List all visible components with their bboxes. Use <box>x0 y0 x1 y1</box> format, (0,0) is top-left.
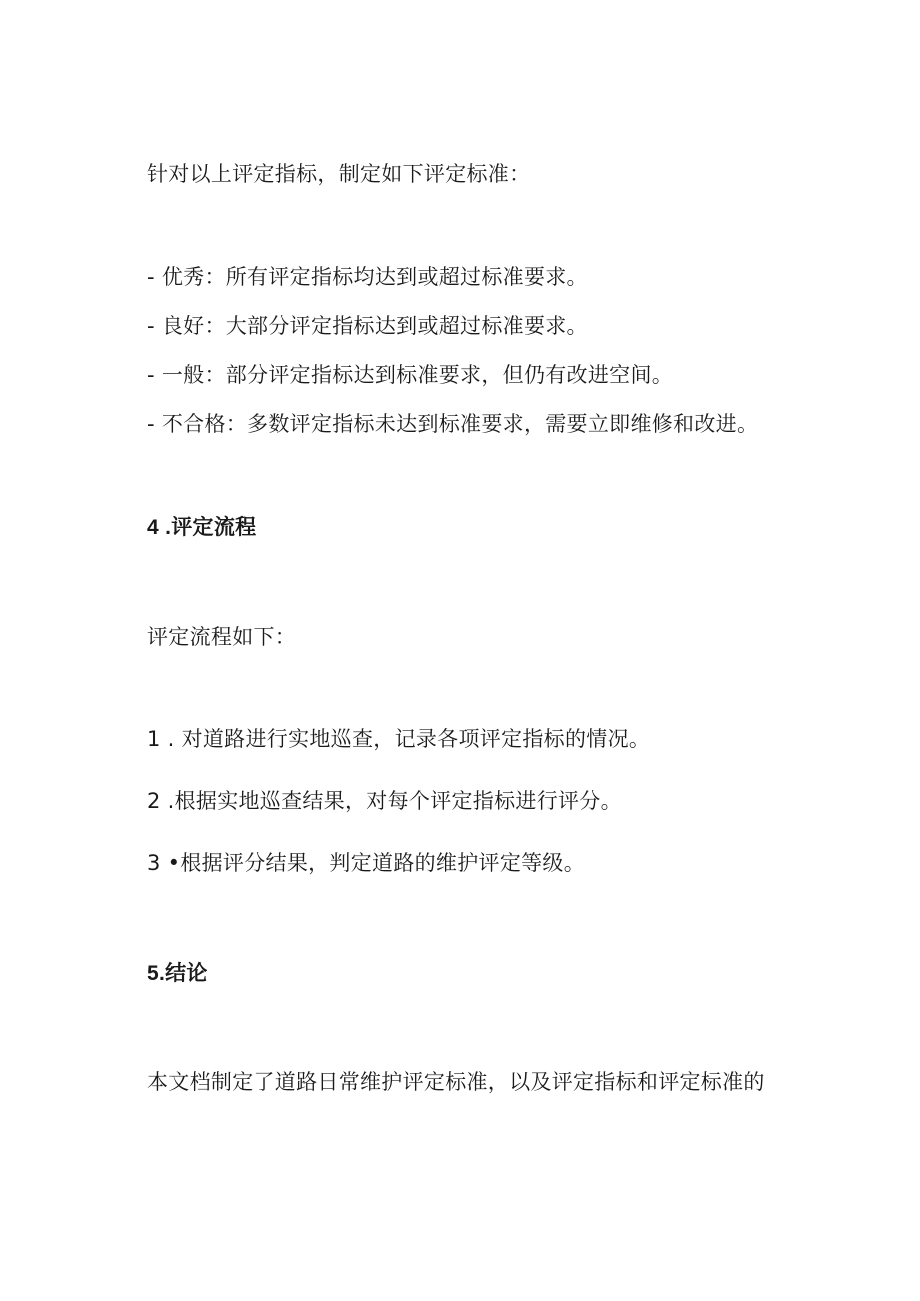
grade-good: - 良好：大部分评定指标达到或超过标准要求。 <box>147 314 588 338</box>
process-step-1: 1 . 对道路进行实地巡查，记录各项评定指标的情况。 <box>147 727 651 751</box>
section-4-heading: 4 .评定流程 <box>147 516 257 539</box>
grade-average: - 一般：部分评定指标达到标准要求，但仍有改进空间。 <box>147 363 674 387</box>
process-step-2: 2 .根据实地巡查结果，对每个评定指标进行评分。 <box>147 789 622 813</box>
process-step-3: 3 •根据评分结果，判定道路的维护评定等级。 <box>147 851 586 875</box>
grade-fail: - 不合格：多数评定指标未达到标准要求，需要立即维修和改进。 <box>147 412 759 436</box>
grade-excellent: - 优秀：所有评定指标均达到或超过标准要求。 <box>147 265 588 289</box>
section-5-heading: 5.结论 <box>147 962 208 985</box>
process-intro: 评定流程如下： <box>147 625 297 649</box>
intro-paragraph: 针对以上评定指标，制定如下评定标准： <box>147 162 531 186</box>
conclusion-paragraph: 本文档制定了道路日常维护评定标准，以及评定指标和评定标准的 <box>147 1070 765 1094</box>
